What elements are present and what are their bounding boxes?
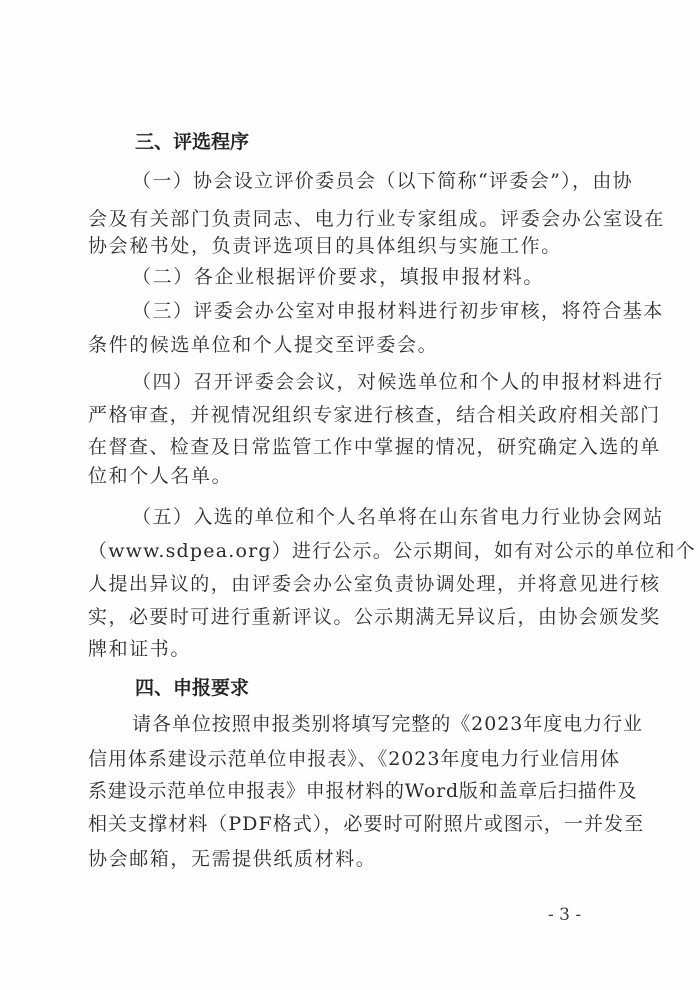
paragraph-line: 会及有关部门负责同志、电力行业专家组成。评委会办公室设在: [88, 208, 665, 230]
paragraph-line: 实，必要时可进行重新评议。公示期满无异议后，由协会颁发奖: [88, 606, 661, 628]
paragraph-line: 信用体系建设示范单位申报表》、《2023年度电力行业信用体: [88, 748, 620, 770]
paragraph-line: （三）评委会办公室对申报材料进行初步审核，将符合基本: [132, 300, 664, 322]
paragraph-line: （四）召开评委会会议，对候选单位和个人的申报材料进行: [132, 371, 664, 393]
paragraph-line: 位和个人名单。: [88, 465, 233, 487]
paragraph-line: 请各单位按照申报类别将填写完整的《2023年度电力行业: [132, 713, 644, 735]
paragraph-line: 条件的候选单位和个人提交至评委会。: [88, 334, 439, 356]
paragraph-line: （二）各企业根据评价要求，填报申报材料。: [132, 266, 545, 288]
paragraph-line: 相关支撑材料（PDF格式），必要时可附照片或图示，一并发至: [88, 813, 645, 835]
paragraph-line: 严格审查，并视情况组织专家进行核查，结合相关政府相关部门: [88, 404, 661, 426]
paragraph-line: 系建设示范单位申报表》申报材料的Word版和盖章后扫描件及: [88, 780, 638, 802]
page-number: - 3 -: [548, 905, 582, 925]
paragraph-line: 牌和证书。: [88, 638, 192, 660]
paragraph-line: 协会邮箱，无需提供纸质材料。: [88, 848, 377, 870]
paragraph-line: 协会秘书处，负责评选项目的具体组织与实施工作。: [88, 235, 562, 257]
paragraph-line: （一）协会设立评价委员会（以下简称“评委会”），由协: [132, 170, 634, 192]
section-heading: 三、评选程序: [135, 131, 250, 153]
paragraph-line: 在督查、检查及日常监管工作中掌握的情况，研究确定入选的单: [88, 436, 661, 458]
paragraph-line: （www.sdpea.org）进行公示。公示期间，如有对公示的单位和个: [88, 540, 696, 562]
paragraph-line: （五）入选的单位和个人名单将在山东省电力行业协会网站: [132, 506, 664, 528]
paragraph-line: 人提出异议的，由评委会办公室负责协调处理，并将意见进行核: [88, 573, 661, 595]
section-heading: 四、申报要求: [135, 677, 250, 699]
